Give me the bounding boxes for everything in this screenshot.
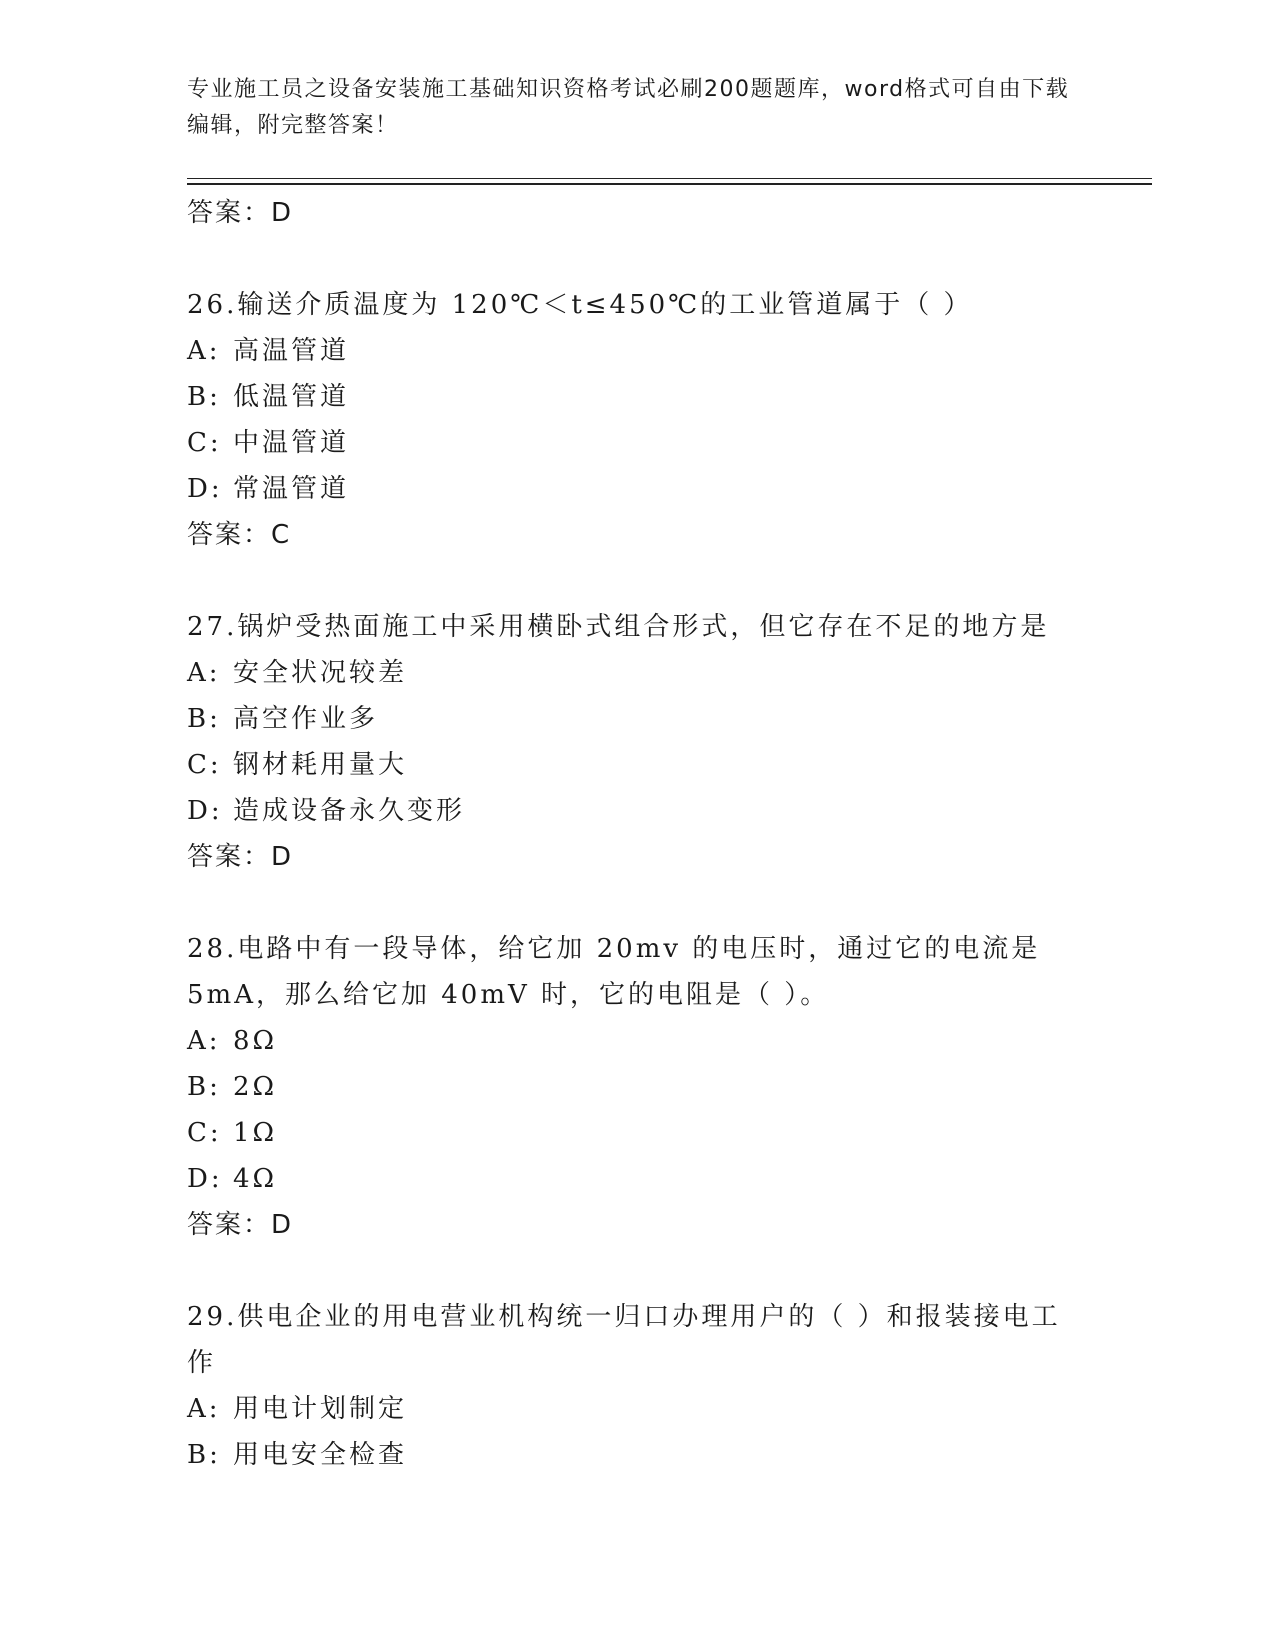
option	[187, 742, 1087, 788]
option-letter: A:	[187, 1394, 221, 1424]
option	[187, 696, 1087, 742]
option-text: 中温管道	[233, 428, 350, 458]
option	[187, 1018, 1087, 1064]
previous-answer: 答案：D	[187, 198, 294, 228]
question-list	[187, 190, 1087, 1478]
option-letter: A:	[187, 336, 221, 366]
question-stem: 29.供电企业的用电营业机构统一归口办理用户的（ ）和报装接电工作	[187, 1302, 1061, 1378]
page-header: 专业施工员之设备安装施工基础知识资格考试必刷200题题库，word格式可自由下载编辑，附完整答案！	[187, 77, 1070, 138]
header-rule	[187, 178, 1152, 179]
option-letter: D:	[187, 474, 223, 504]
option-letter: B:	[187, 382, 221, 412]
question-block	[187, 1294, 1087, 1478]
option-text: 低温管道	[233, 382, 350, 412]
option-text: 4Ω	[233, 1164, 278, 1194]
question-stem: 27.锅炉受热面施工中采用横卧式组合形式，但它存在不足的地方是	[187, 612, 1050, 642]
question-stem: 26.输送介质温度为 120℃＜t≤450℃的工业管道属于（ ）	[187, 290, 973, 320]
option-text: 用电计划制定	[233, 1394, 408, 1424]
answer: 答案：D	[187, 1210, 294, 1240]
question-block	[187, 604, 1087, 880]
option-letter: B:	[187, 704, 221, 734]
option-letter: D:	[187, 1164, 223, 1194]
option	[187, 374, 1087, 420]
option	[187, 1064, 1087, 1110]
option-letter: B:	[187, 1072, 221, 1102]
option	[187, 328, 1087, 374]
option	[187, 466, 1087, 512]
option	[187, 1432, 1087, 1478]
option-letter: D:	[187, 796, 223, 826]
option-text: 8Ω	[233, 1026, 278, 1056]
question-block	[187, 282, 1087, 558]
option-text: 1Ω	[233, 1118, 278, 1148]
option-text: 安全状况较差	[233, 658, 408, 688]
option-text: 用电安全检查	[233, 1440, 408, 1470]
option-text: 造成设备永久变形	[233, 796, 466, 826]
option-letter: C:	[187, 428, 222, 458]
option	[187, 1386, 1087, 1432]
question-block	[187, 926, 1087, 1248]
option	[187, 650, 1087, 696]
option-letter: C:	[187, 1118, 222, 1148]
option	[187, 1156, 1087, 1202]
question-stem: 28.电路中有一段导体，给它加 20mv 的电压时，通过它的电流是 5mA，那么给它加 40mV 时，它的电阻是（ ）。	[187, 934, 1041, 1010]
option-text: 常温管道	[233, 474, 350, 504]
option-letter: A:	[187, 658, 221, 688]
option-text: 钢材耗用量大	[233, 750, 408, 780]
answer: 答案：C	[187, 520, 292, 550]
option-text: 2Ω	[233, 1072, 278, 1102]
answer: 答案：D	[187, 842, 294, 872]
option	[187, 420, 1087, 466]
option	[187, 788, 1087, 834]
option-text: 高温管道	[233, 336, 350, 366]
option-letter: A:	[187, 1026, 221, 1056]
option-letter: B:	[187, 1440, 221, 1470]
header-rule-double	[187, 183, 1152, 185]
option-text: 高空作业多	[233, 704, 379, 734]
option	[187, 1110, 1087, 1156]
option-letter: C:	[187, 750, 222, 780]
